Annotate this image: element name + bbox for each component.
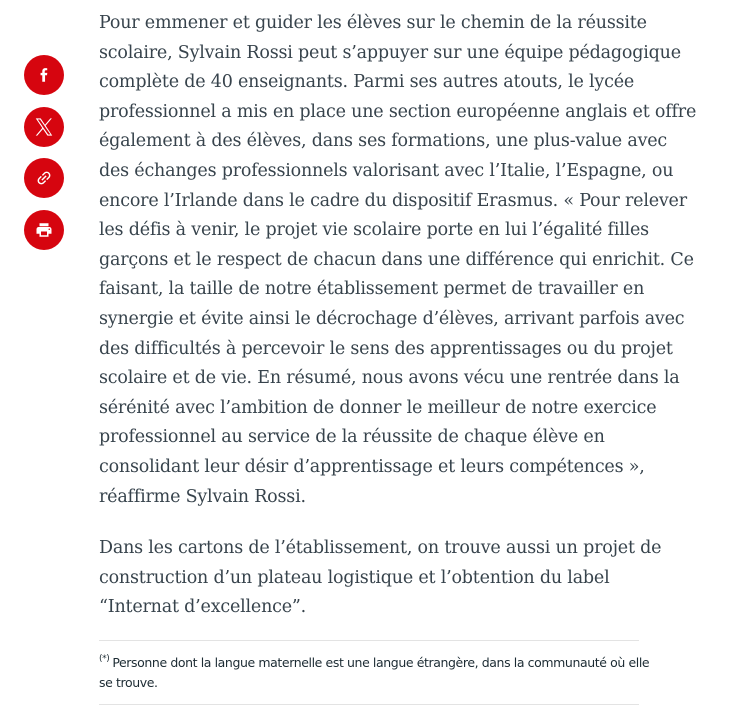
printer-icon bbox=[35, 221, 53, 239]
text-line: des échanges professionnels valorisant avec l’Italie, l’Espagne, ou bbox=[99, 160, 674, 181]
text-line: réaffirme Sylvain Rossi. bbox=[99, 486, 306, 507]
share-rail bbox=[24, 55, 64, 250]
link-icon bbox=[31, 165, 56, 190]
text-line: construction d’un plateau logistique et l’obtention du label bbox=[99, 567, 610, 588]
text-line: Pour emmener et guider les élèves sur le chemin de la réussite bbox=[99, 13, 647, 33]
x-twitter-icon bbox=[35, 118, 53, 136]
footnote-text-line-2: se trouve. bbox=[99, 675, 158, 691]
footnote-marker: (*) bbox=[99, 653, 110, 664]
text-line: les défis à venir, le projet vie scolaire porte en lui l’égalité filles bbox=[99, 220, 649, 241]
text-line: scolaire, Sylvain Rossi peut s’appuyer sur une équipe pédagogique bbox=[99, 42, 681, 63]
article-paragraph-2 bbox=[99, 534, 662, 623]
text-line: garçons et le respect de chacun dans une différence qui enrichit. Ce bbox=[99, 249, 694, 270]
text-line: complète de 40 enseignants. Parmi ses autres atouts, le lycée bbox=[99, 72, 635, 93]
text-line: professionnel a mis en place une section européenne anglais et offre bbox=[99, 101, 697, 122]
copy-link-share-button[interactable] bbox=[24, 158, 64, 198]
text-line: scolaire et de vie. En résumé, nous avons vécu une rentrée dans la bbox=[99, 368, 680, 389]
footnote bbox=[99, 640, 650, 705]
text-line: également à des élèves, dans ses formations, une plus-value avec bbox=[99, 131, 668, 152]
article-body bbox=[99, 9, 697, 705]
text-line: encore l’Irlande dans le cadre du dispositif Erasmus. « Pour relever bbox=[99, 190, 687, 211]
text-line: professionnel au service de la réussite de chaque élève en bbox=[99, 427, 605, 448]
text-line: “Internat d’excellence”. bbox=[99, 597, 307, 618]
text-line: consolidant leur désir d’apprentissage et leurs compétences », bbox=[99, 456, 645, 477]
text-line: sérénité avec l’ambition de donner le meilleur de notre exercice bbox=[99, 397, 657, 418]
facebook-icon bbox=[35, 66, 53, 84]
x-twitter-share-button[interactable] bbox=[24, 107, 64, 147]
article-paragraph-1 bbox=[99, 9, 697, 512]
text-line: des difficultés à percevoir le sens des apprentissages ou du projet bbox=[99, 338, 673, 359]
footnote-text-line-1: Personne dont la langue maternelle est une langue étrangère, dans la communauté où elle bbox=[112, 655, 650, 671]
facebook-share-button[interactable] bbox=[24, 55, 64, 95]
text-line: synergie et évite ainsi le décrochage d’élèves, arrivant parfois avec bbox=[99, 308, 685, 329]
text-line: Dans les cartons de l’établissement, on trouve aussi un projet de bbox=[99, 538, 662, 559]
text-line: faisant, la taille de notre établissement permet de travailler en bbox=[99, 279, 645, 300]
print-share-button[interactable] bbox=[24, 210, 64, 250]
